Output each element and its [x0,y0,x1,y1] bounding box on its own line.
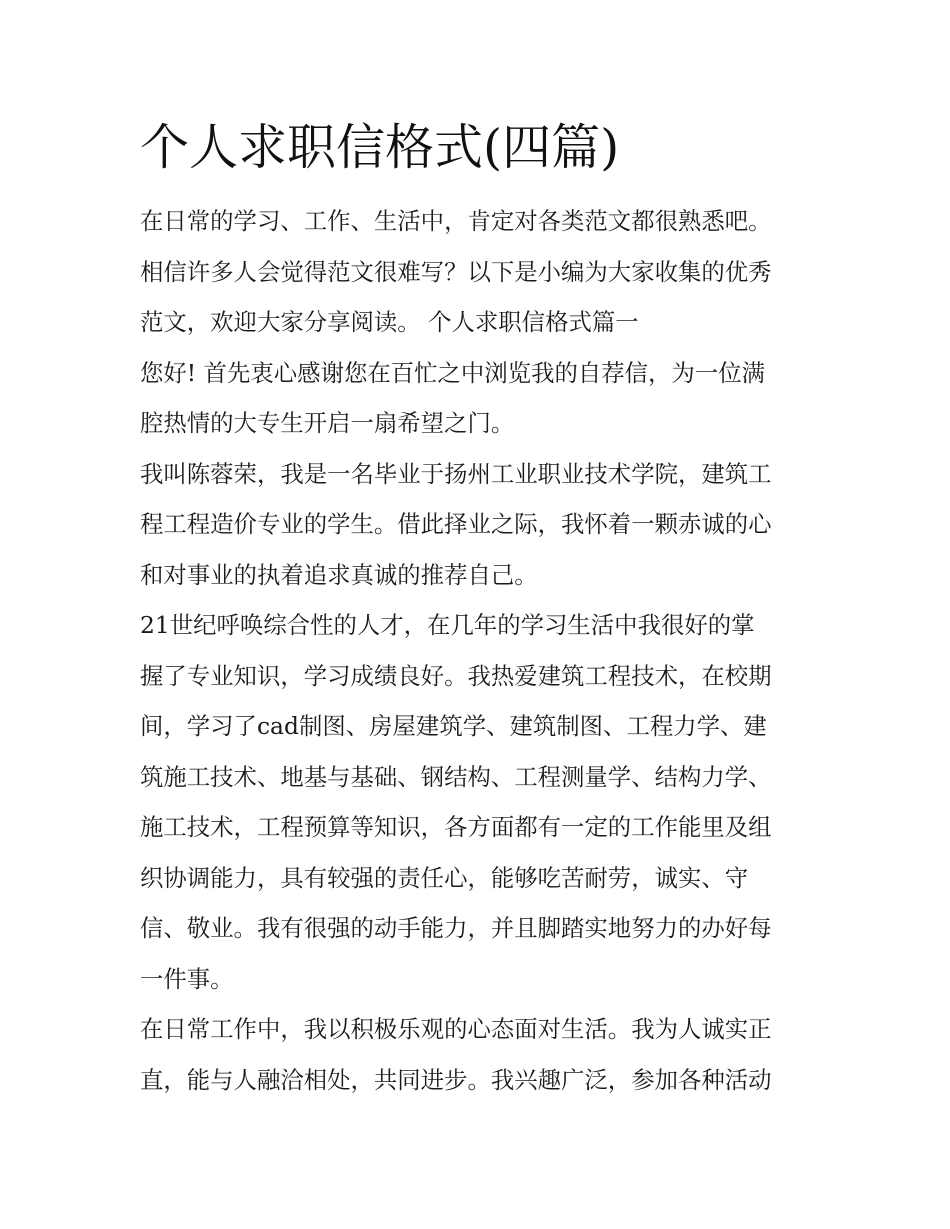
body-line: 织协调能力，具有较强的责任心，能够吃苦耐劳，诚实、守 [140,863,749,892]
body-line: 您好! 首先衷心感谢您在百忙之中浏览我的自荐信，为一位满 [140,358,765,387]
body-line: 程工程造价专业的学生。借此择业之际，我怀着一颗赤诚的心 [140,510,772,538]
body-line: 筑施工技术、地基与基础、钢结构、工程测量学、结构力学、 [140,762,772,791]
body-line: 相信许多人会觉得范文很难写？以下是小编为大家收集的优秀 [140,257,772,286]
body-line: 腔热情的大专生开启一扇希望之门。 [140,409,515,437]
body-line: 和对事业的执着追求真诚的推荐自己。 [140,560,538,589]
body-line: 信、敬业。我有很强的动手能力，并且脚踏实地努力的办好每 [140,914,772,942]
body-line: 间，学习了cad制图、房屋建筑学、建筑制图、工程力学、建 [140,712,767,740]
body-line: 在日常工作中，我以积极乐观的心态面对生活。我为人诚实正 [140,1015,772,1043]
body-line: 在日常的学习、工作、生活中，肯定对各类范文都很熟悉吧。 [140,207,772,235]
body-line: 直，能与人融洽相处，共同进步。我兴趣广泛，参加各种活动 [140,1065,772,1094]
body-line: 施工技术，工程预算等知识，各方面都有一定的工作能里及组 [140,813,772,841]
document-body [140,196,840,1105]
body-line: 握了专业知识，学习成绩良好。我热爱建筑工程技术，在校期 [140,661,772,690]
page-title: 个人求职信格式(四篇) [140,119,620,176]
body-line: 一件事。 [140,964,234,993]
body-line: 21世纪呼唤综合性的人才，在几年的学习生活中我很好的掌 [140,611,755,639]
body-line: 范文，欢迎大家分享阅读。 个人求职信格式篇一 [140,308,639,336]
body-line: 我叫陈蓉荣，我是一名毕业于扬州工业职业技术学院，建筑工 [140,459,772,488]
